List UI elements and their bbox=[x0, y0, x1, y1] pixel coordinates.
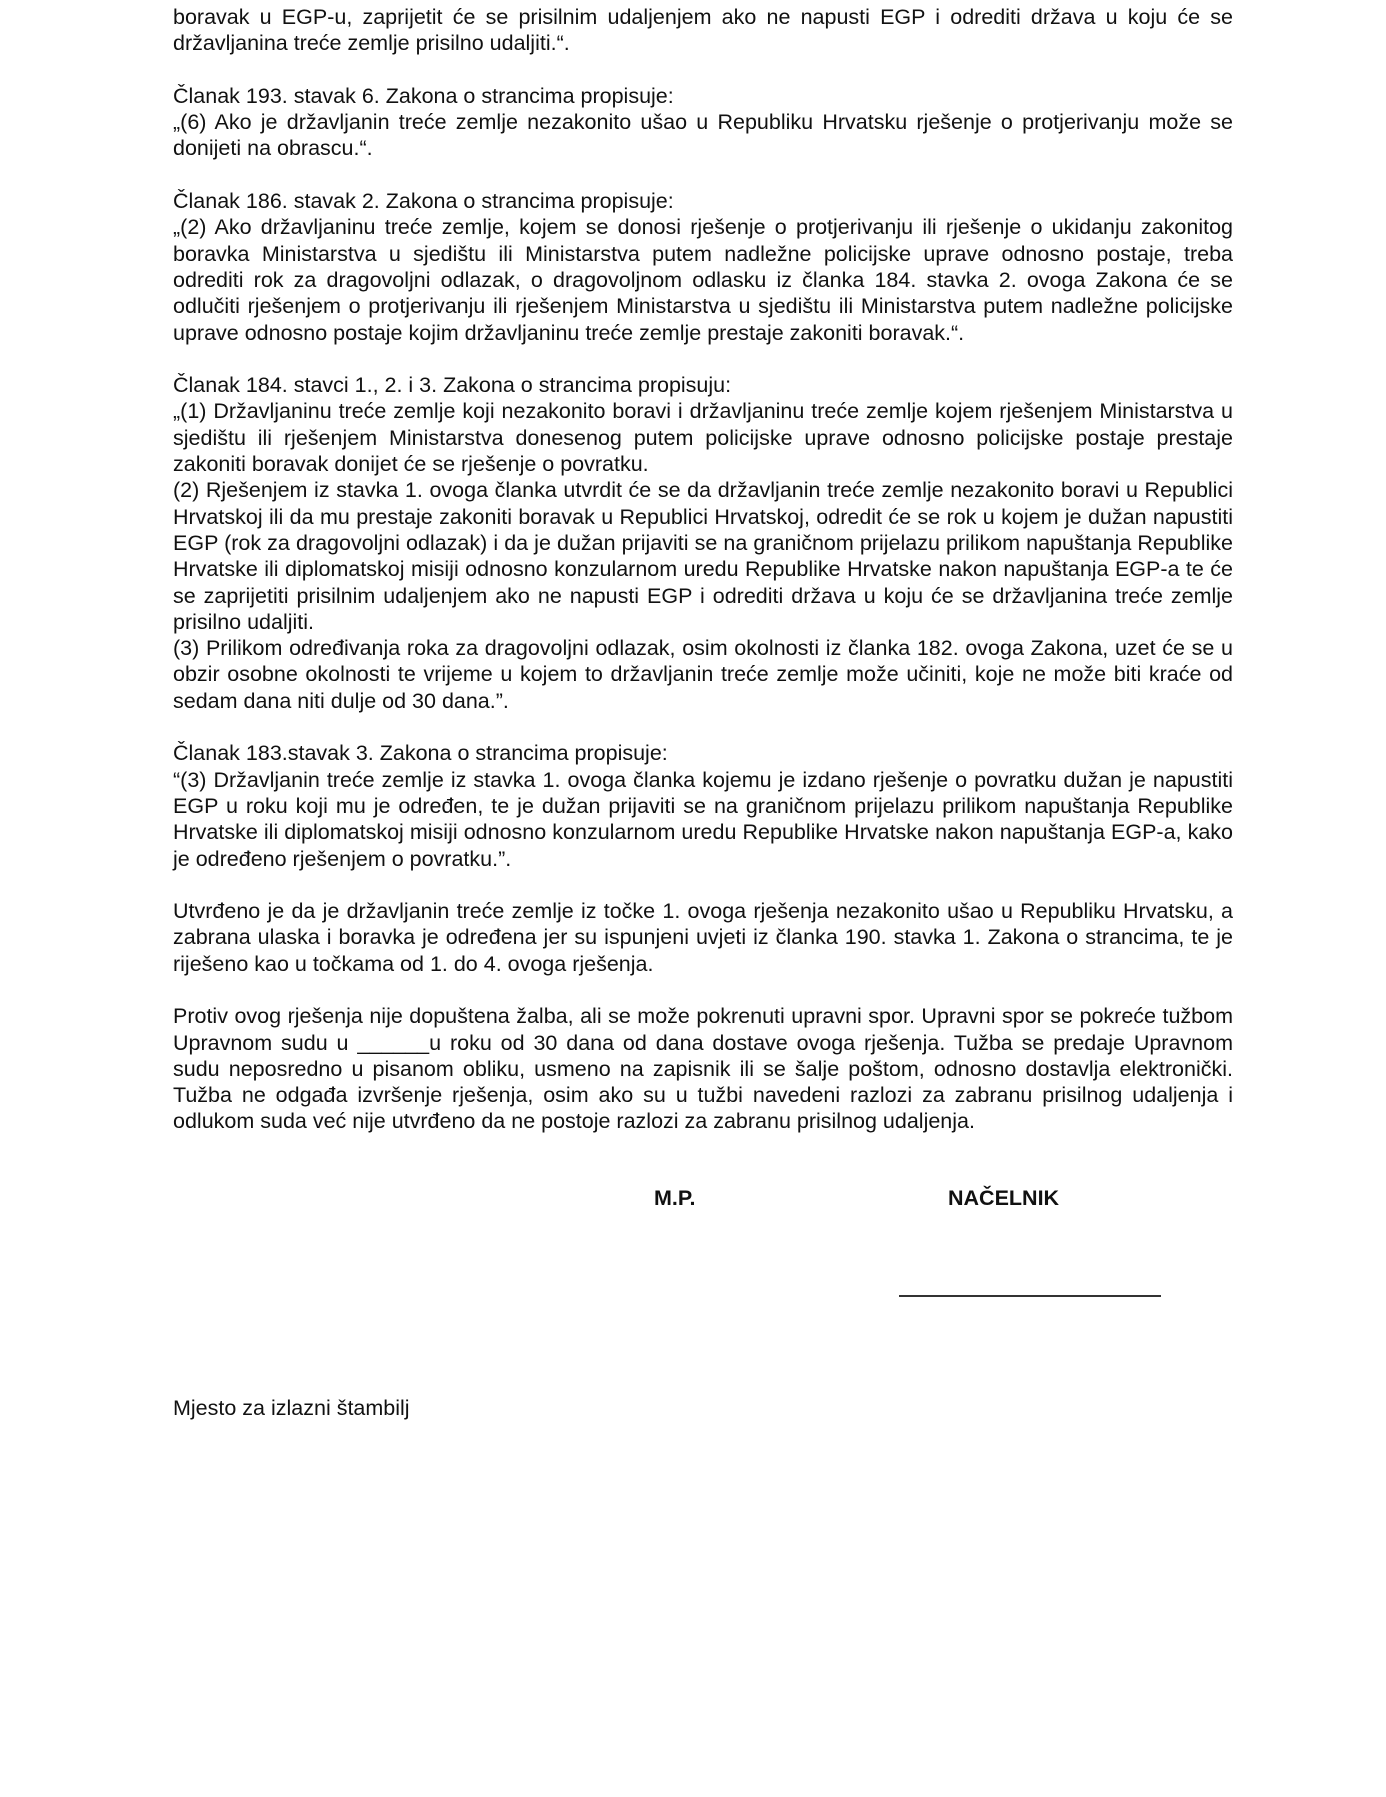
section-heading: Članak 183.stavak 3. Zakona o strancima propisuje: bbox=[173, 741, 668, 766]
section-heading: Članak 184. stavci 1., 2. i 3. Zakona o strancima propisuju: bbox=[173, 373, 732, 398]
section-article-193 bbox=[173, 83, 1233, 162]
intro-paragraph bbox=[173, 4, 1233, 57]
stamp-label: Mjesto za izlazni štambilj bbox=[173, 1395, 410, 1420]
signature-line bbox=[899, 1295, 1161, 1297]
section-paragraph: „(2) Ako državljaninu treće zemlje, kojem se donosi rješenje o protjerivanju ili rješenje o ukidanju zakonitog boravka Ministarstva u sjedištu ili Ministarstva putem nadležne policijske uprave odnosno postaje, treba odrediti rok za dragovoljni odlazak, o dragovoljnom odlasku iz članka 184. stavka 2. ovoga Zakona će se odlučiti rješenjem o protjerivanju ili rješenjem Ministarstva u sjedištu ili Ministarstva putem nadležne policijske uprave odnosno postaje kojim državljaninu treće zemlje prestaje zakoniti boravak.“. bbox=[173, 215, 1233, 345]
section-paragraph: (2) Rješenjem iz stavka 1. ovoga članka utvrdit će se da državljanin treće zemlje nezakonito boravi u Republici Hrvatskoj ili da mu prestaje zakoniti boravak u Republici Hrvatskoj, odredit će se rok u kojem je dužan napustiti EGP (rok za dragovoljni odlazak) i da je dužan prijaviti se na graničnom prijelazu prilikom napuštanja Republike Hrvatske ili diplomatskoj misiji odnosno konzularnom uredu Republike Hrvatske nakon napuštanja EGP-a te će se zaprijetiti prisilnim udaljenjem ako ne napusti EGP i odrediti država u koju će se državljanina treće zemlje prisilno udaljiti. bbox=[173, 478, 1233, 634]
finding-block bbox=[173, 898, 1233, 977]
section-paragraph: „(1) Državljaninu treće zemlje koji nezakonito boravi i državljaninu treće zemlje kojem rješenjem Ministarstva u sjedištu ili rješenjem Ministarstva donesenog putem policijske uprave odnosno policijske postaje prestaje zakoniti boravak donijet će se rješenje o povratku. bbox=[173, 399, 1233, 477]
section-paragraph: “(3) Državljanin treće zemlje iz stavka 1. ovoga članka kojemu je izdano rješenje o povratku dužan je napustiti EGP u roku koji mu je određen, te je dužan prijaviti se na graničnom prijelazu prilikom napuštanja Republike Hrvatske ili diplomatskoj misiji odnosno konzularnom uredu Republike Hrvatske nakon napuštanja EGP-a, kako je određeno rješenjem o povratku.”. bbox=[173, 767, 1233, 871]
intro-text: boravak u EGP-u, zaprijetit će se prisilnim udaljenjem ako ne napusti EGP i odrediti država u koju će se državljanina treće zemlje prisilno udaljiti.“. bbox=[173, 5, 1233, 56]
signatory-title: NAČELNIK bbox=[948, 1185, 1060, 1210]
section-paragraph: „(6) Ako je državljanin treće zemlje nezakonito ušao u Republiku Hrvatsku rješenje o protjerivanju može se donijeti na obrascu.“. bbox=[173, 110, 1233, 161]
section-heading: Članak 186. stavak 2. Zakona o strancima propisuje: bbox=[173, 189, 674, 214]
section-article-183 bbox=[173, 740, 1233, 871]
section-article-186 bbox=[173, 188, 1233, 346]
legal-remedy-paragraph: Protiv ovog rješenja nije dopuštena žalba, ali se može pokrenuti upravni spor. Upravni spor se pokreće tužbom Upravnom sudu u ______u roku od 30 dana od dana dostave ovoga rješenja. Tužba se predaje Upravnom sudu neposredno u pisanom obliku, usmeno na zapisnik ili se šalje poštom, odnosno dostavlja elektronički. Tužba ne odgađa izvršenje rješenja, osim ako su u tužbi navedeni razlozi za zabranu prisilnog udaljenja i odlukom suda već nije utvrđeno da ne postoje razlozi za zabranu prisilnog udaljenja. bbox=[173, 1004, 1233, 1134]
section-paragraph: (3) Prilikom određivanja roka za dragovoljni odlazak, osim okolnosti iz članka 182. ovoga Zakona, uzet će se u obzir osobne okolnosti te vrijeme u kojem to državljanin treće zemlje može učiniti, koje ne može biti kraće od sedam dana niti dulje od 30 dana.”. bbox=[173, 636, 1233, 713]
section-heading: Članak 193. stavak 6. Zakona o strancima propisuje: bbox=[173, 83, 674, 108]
signature-block bbox=[173, 1185, 1233, 1225]
legal-remedy-block bbox=[173, 1003, 1233, 1134]
section-article-184 bbox=[173, 372, 1233, 714]
finding-paragraph: Utvrđeno je da je državljanin treće zemlje iz točke 1. ovoga rješenja nezakonito ušao u Republiku Hrvatsku, a zabrana ulaska i boravka je određena jer su ispunjeni uvjeti iz članka 190. stavka 1. Zakona o strancima, te je riješeno kao u točkama od 1. do 4. ovoga rješenja. bbox=[173, 899, 1233, 976]
stamp-area bbox=[173, 1395, 1233, 1421]
document-page bbox=[173, 4, 1233, 1421]
seal-label: M.P. bbox=[654, 1185, 696, 1210]
